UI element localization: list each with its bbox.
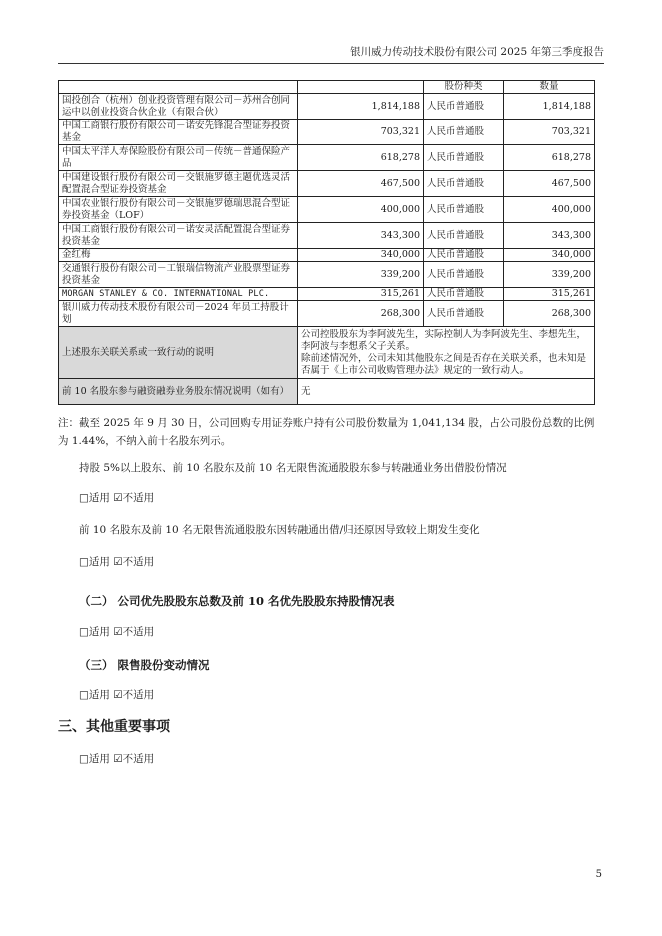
report-header xyxy=(58,44,604,64)
share-type: 人民币普通股 xyxy=(424,262,504,288)
share-type: 人民币普通股 xyxy=(424,197,504,223)
preferred-section xyxy=(58,592,604,610)
table-row xyxy=(59,120,595,145)
relation-row xyxy=(59,327,595,379)
other-title: 三、其他重要事项 xyxy=(58,719,170,735)
table-row xyxy=(59,288,595,301)
holder-shares: 467,500 xyxy=(298,171,424,197)
share-type: 人民币普通股 xyxy=(424,223,504,249)
holder-shares: 618,278 xyxy=(298,145,424,171)
table-header-row xyxy=(59,81,595,94)
note-text: 注：截至 2025 年 9 月 30 日，公司回购专用证券账户持有公司股份数量为 1,041,134 股，占公司股份总数的比例为 1.44%，不纳入前十名股东列示。 xyxy=(58,417,595,447)
share-quantity: 268,300 xyxy=(504,301,595,327)
lending-title: 持股 5%以上股东、前 10 名股东及前 10 名无限售流通股股东参与转融通业务出借股份情况 xyxy=(79,462,507,474)
share-quantity: 1,814,188 xyxy=(504,94,595,120)
page-number: 5 xyxy=(595,869,602,880)
share-type: 人民币普通股 xyxy=(424,249,504,262)
change-applicability xyxy=(58,553,604,571)
change-check: □适用 ☑不适用 xyxy=(79,556,155,568)
holder-shares: 343,300 xyxy=(298,223,424,249)
lending-section xyxy=(58,459,604,477)
lending-applicability xyxy=(58,489,604,507)
table-row xyxy=(59,197,595,223)
other-section xyxy=(58,718,604,736)
share-quantity: 703,321 xyxy=(504,120,595,145)
holder-shares: 268,300 xyxy=(298,301,424,327)
holder-name: 中国农业银行股份有限公司－交银施罗德瑞思混合型证券投资基金（LOF） xyxy=(59,197,298,223)
share-type: 人民币普通股 xyxy=(424,288,504,301)
holder-shares: 339,200 xyxy=(298,262,424,288)
type-column-header: 股份种类 xyxy=(424,81,504,94)
other-check: □适用 ☑不适用 xyxy=(79,753,155,765)
share-type: 人民币普通股 xyxy=(424,301,504,327)
table-row xyxy=(59,223,595,249)
holder-name: 中国太平洋人寿保险股份有限公司－传统－普通保险产品 xyxy=(59,145,298,171)
table-note xyxy=(58,414,604,450)
share-quantity: 467,500 xyxy=(504,171,595,197)
table-row xyxy=(59,301,595,327)
change-section xyxy=(58,521,604,539)
restricted-check: □适用 ☑不适用 xyxy=(79,689,155,701)
relation-label: 上述股东关联关系或一致行动的说明 xyxy=(59,327,298,379)
holder-name: 交通银行股份有限公司－工银瑞信物流产业股票型证券投资基金 xyxy=(59,262,298,288)
table-row xyxy=(59,249,595,262)
margin-trading-row xyxy=(59,379,595,405)
preferred-check: □适用 ☑不适用 xyxy=(79,626,155,638)
holder-name: 中国建设银行股份有限公司－交银施罗德主题优选灵活配置混合型证券投资基金 xyxy=(59,171,298,197)
table-row xyxy=(59,171,595,197)
shareholder-table xyxy=(58,80,595,405)
holder-name: 中国工商银行股份有限公司－诺安灵活配置混合型证券投资基金 xyxy=(59,223,298,249)
restricted-applicability xyxy=(58,686,604,704)
other-applicability xyxy=(58,750,604,768)
holder-shares: 315,261 xyxy=(298,288,424,301)
share-quantity: 343,300 xyxy=(504,223,595,249)
holder-name: 中国工商银行股份有限公司－诺安先锋混合型证券投资基金 xyxy=(59,120,298,145)
quantity-column-header: 数量 xyxy=(504,81,595,94)
holder-shares: 1,814,188 xyxy=(298,94,424,120)
restricted-title: （三） 限售股份变动情况 xyxy=(79,658,210,672)
share-quantity: 339,200 xyxy=(504,262,595,288)
margin-trading-value: 无 xyxy=(298,379,595,405)
share-quantity: 618,278 xyxy=(504,145,595,171)
relation-line-2: 除前述情况外，公司未知其他股东之间是否存在关联关系，也未知是否属于《上市公司收购管理办法》规定的一致行动人。 xyxy=(301,352,587,376)
holder-name: MORGAN STANLEY & CO. INTERNATIONAL PLC. xyxy=(59,288,298,301)
report-title: 银川威力传动技术股份有限公司 2025 年第三季度报告 xyxy=(350,46,604,58)
share-quantity: 315,261 xyxy=(504,288,595,301)
share-type: 人民币普通股 xyxy=(424,94,504,120)
table-row xyxy=(59,145,595,171)
restricted-section xyxy=(58,656,604,674)
share-quantity: 400,000 xyxy=(504,197,595,223)
holder-shares: 703,321 xyxy=(298,120,424,145)
margin-trading-label: 前 10 名股东参与融资融券业务股东情况说明（如有） xyxy=(59,379,298,405)
holder-name: 国投创合（杭州）创业投资管理有限公司－苏州合创同运中以创业投资合伙企业（有限合伙） xyxy=(59,94,298,120)
share-type: 人民币普通股 xyxy=(424,171,504,197)
holder-name: 金红梅 xyxy=(59,249,298,262)
relation-line-1: 公司控股股东为李阿波先生，实际控制人为李阿波先生、李想先生，李阿波与李想系父子关系。 xyxy=(301,328,587,352)
preferred-applicability xyxy=(58,623,604,641)
relation-description xyxy=(298,327,595,379)
holder-shares: 340,000 xyxy=(298,249,424,262)
lending-check: □适用 ☑不适用 xyxy=(79,492,155,504)
table-row xyxy=(59,262,595,288)
preferred-title: （二） 公司优先股股东总数及前 10 名优先股股东持股情况表 xyxy=(79,594,395,608)
share-type: 人民币普通股 xyxy=(424,145,504,171)
holder-name: 银川威力传动技术股份有限公司－2024 年员工持股计划 xyxy=(59,301,298,327)
holder-shares: 400,000 xyxy=(298,197,424,223)
share-quantity: 340,000 xyxy=(504,249,595,262)
share-type: 人民币普通股 xyxy=(424,120,504,145)
change-title: 前 10 名股东及前 10 名无限售流通股股东因转融通出借/归还原因导致较上期发生变化 xyxy=(79,524,480,536)
table-row xyxy=(59,94,595,120)
